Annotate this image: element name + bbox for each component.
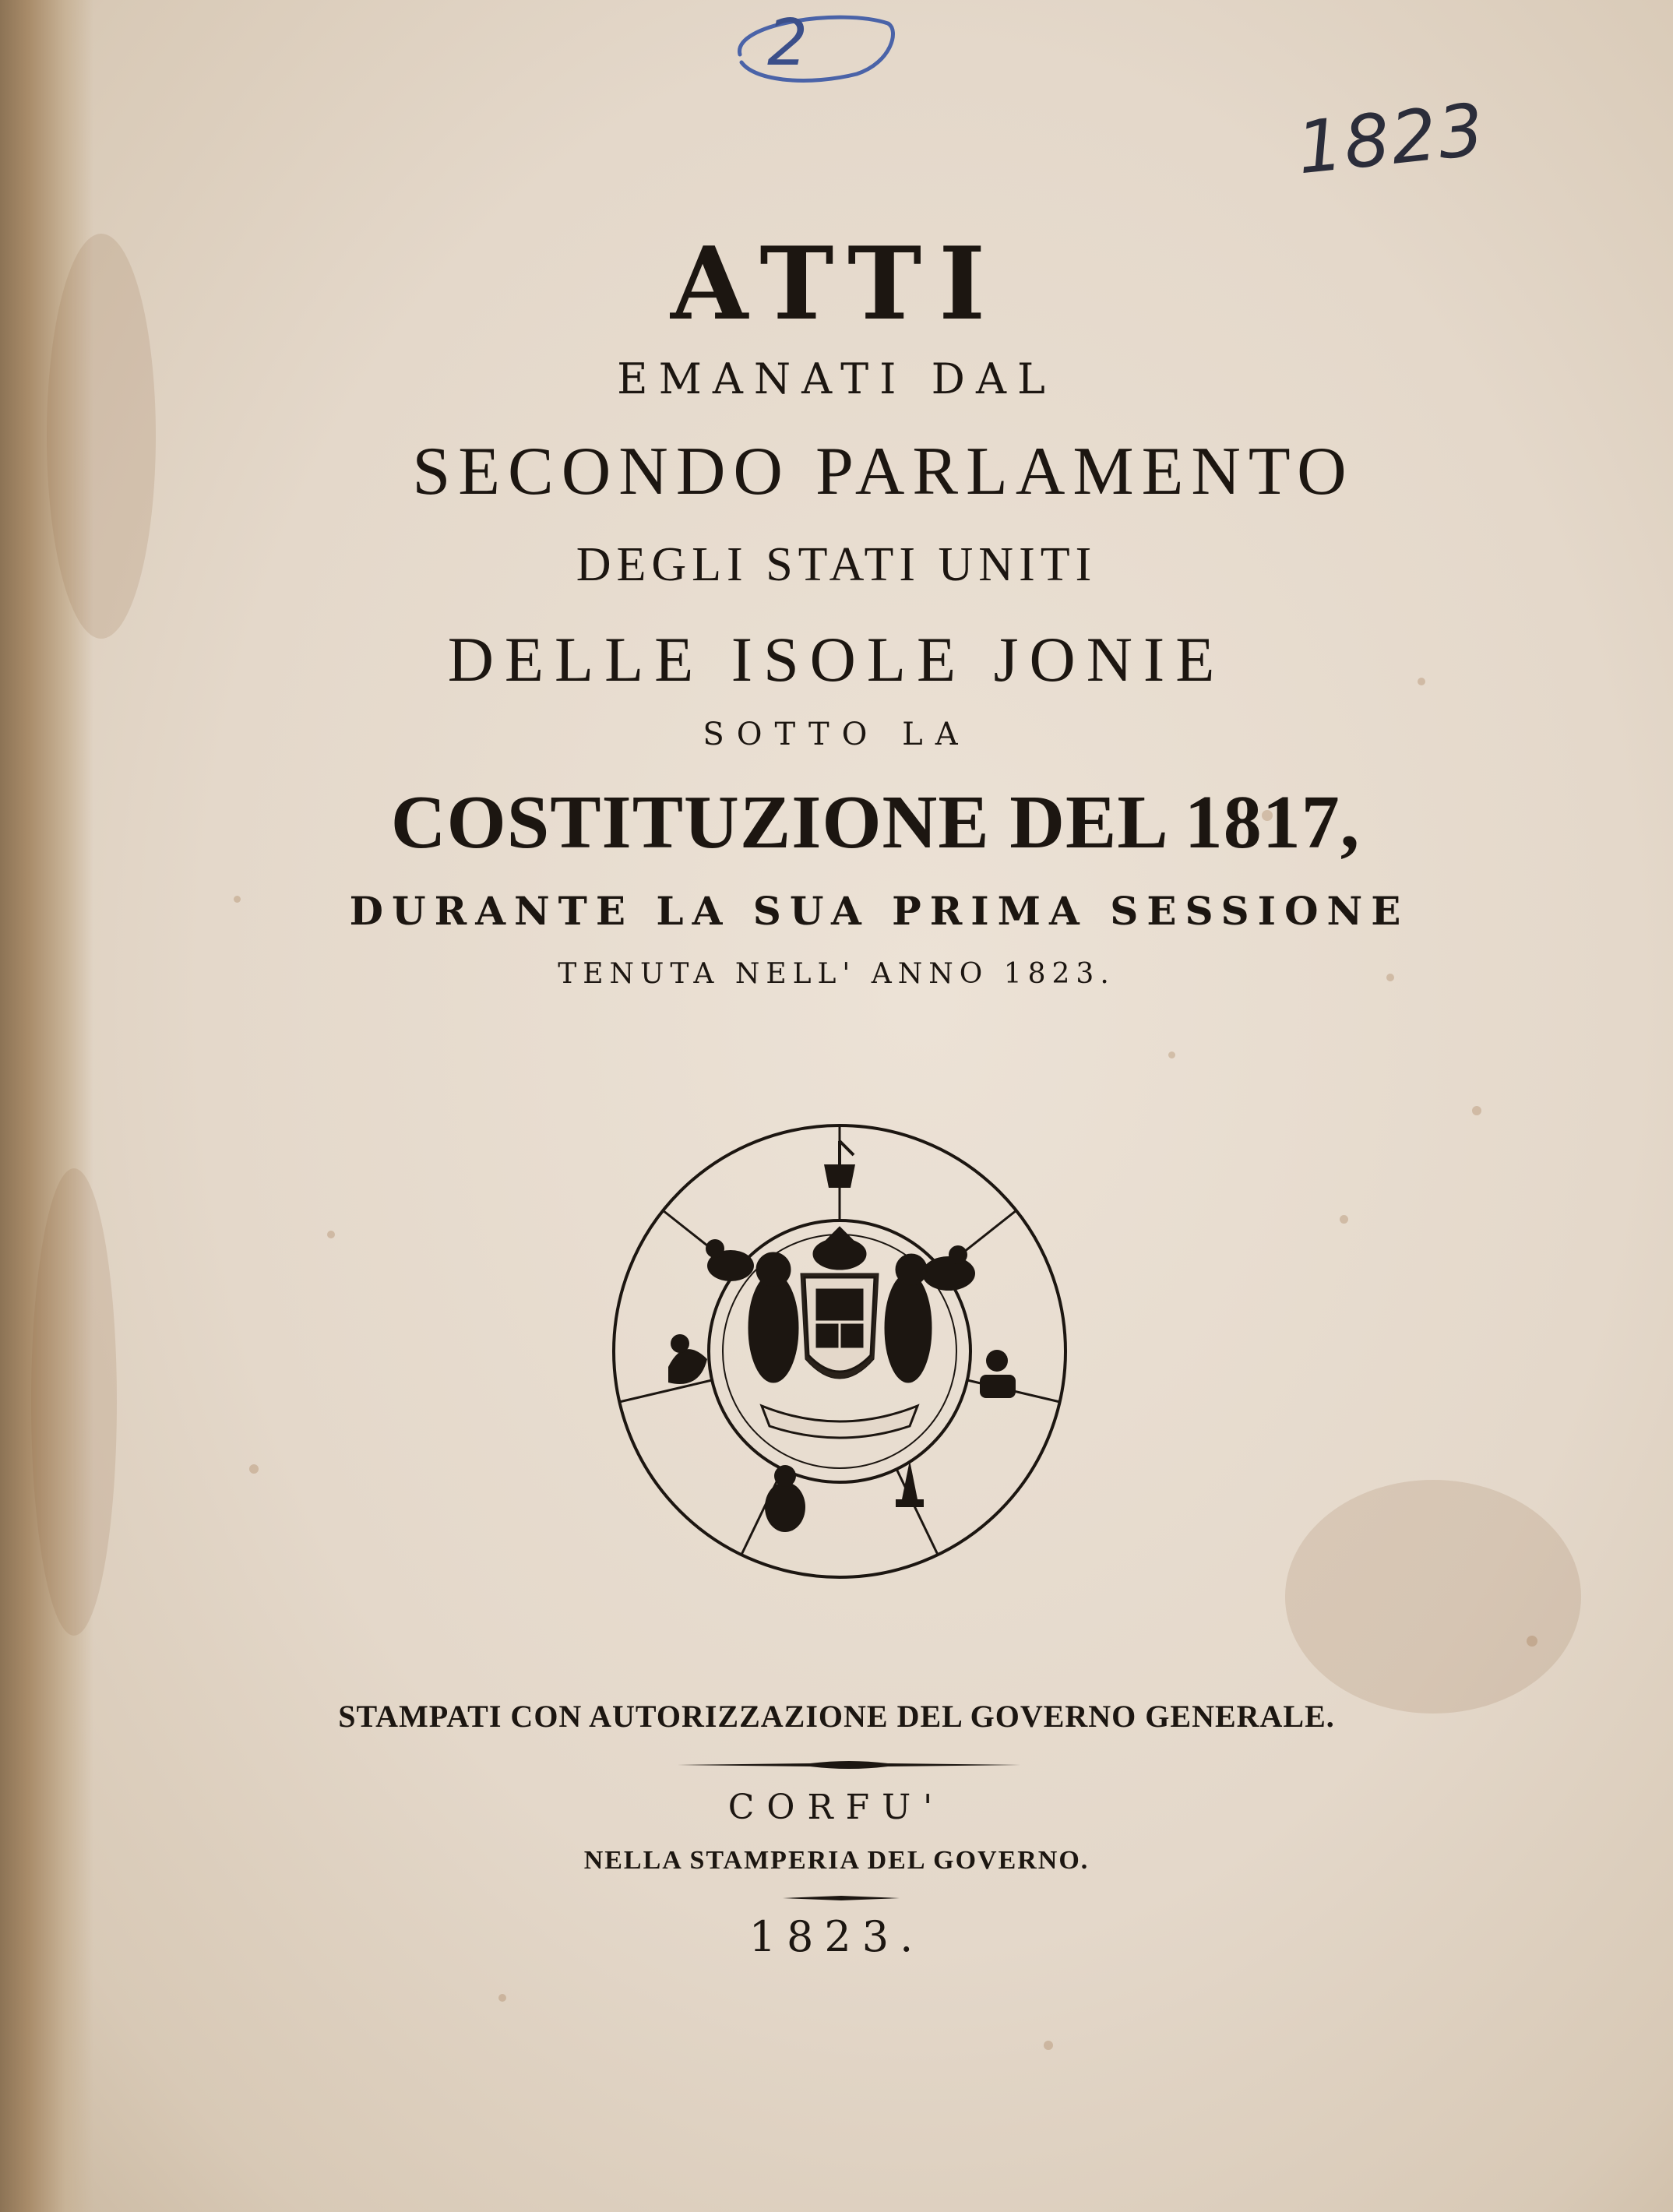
foxing-spot bbox=[1527, 1636, 1537, 1647]
handwritten-number: 2 bbox=[767, 6, 808, 80]
foxing-spot bbox=[1044, 2041, 1053, 2050]
title-costituzione: COSTITUZIONE DEL 1817, bbox=[390, 780, 1361, 865]
foxing-spot bbox=[249, 1464, 259, 1474]
water-stain bbox=[1285, 1480, 1581, 1714]
ionian-islands-seal bbox=[606, 1110, 1073, 1593]
foxing-spot bbox=[498, 1994, 506, 2002]
title-emanati: EMANATI DAL bbox=[617, 354, 1056, 403]
pencil-circle-mark bbox=[724, 8, 903, 90]
foxing-spot bbox=[1472, 1106, 1481, 1115]
ornamental-rule bbox=[678, 1759, 1020, 1771]
title-secondo-parlamento: SECONDO PARLAMENTO bbox=[412, 434, 1354, 509]
glue-stain bbox=[31, 1168, 117, 1636]
foxing-spot bbox=[327, 1231, 335, 1238]
handwritten-year: 1823 bbox=[1293, 87, 1490, 191]
title-tenuta: TENUTA NELL' ANNO 1823. bbox=[558, 958, 1115, 990]
title-sessione: DURANTE LA SUA PRIMA SESSIONE bbox=[349, 888, 1410, 934]
short-rule bbox=[783, 1894, 900, 1902]
title-degli-stati: DEGLI STATI UNITI bbox=[576, 538, 1097, 591]
imprint-city: CORFU' bbox=[727, 1788, 946, 1827]
imprint-press: NELLA STAMPERIA DEL GOVERNO. bbox=[583, 1846, 1090, 1875]
imprint-year: 1823. bbox=[748, 1912, 925, 1961]
imprint-authorization: STAMPATI CON AUTORIZZAZIONE DEL GOVERNO GENERALE. bbox=[338, 1699, 1335, 1734]
title-atti: ATTI bbox=[670, 226, 1003, 343]
foxing-spot bbox=[1168, 1051, 1175, 1058]
title-sotto-la: SOTTO LA bbox=[703, 717, 970, 752]
foxing-spot bbox=[1340, 1215, 1348, 1224]
title-isole-jonie: DELLE ISOLE JONIE bbox=[447, 624, 1226, 695]
